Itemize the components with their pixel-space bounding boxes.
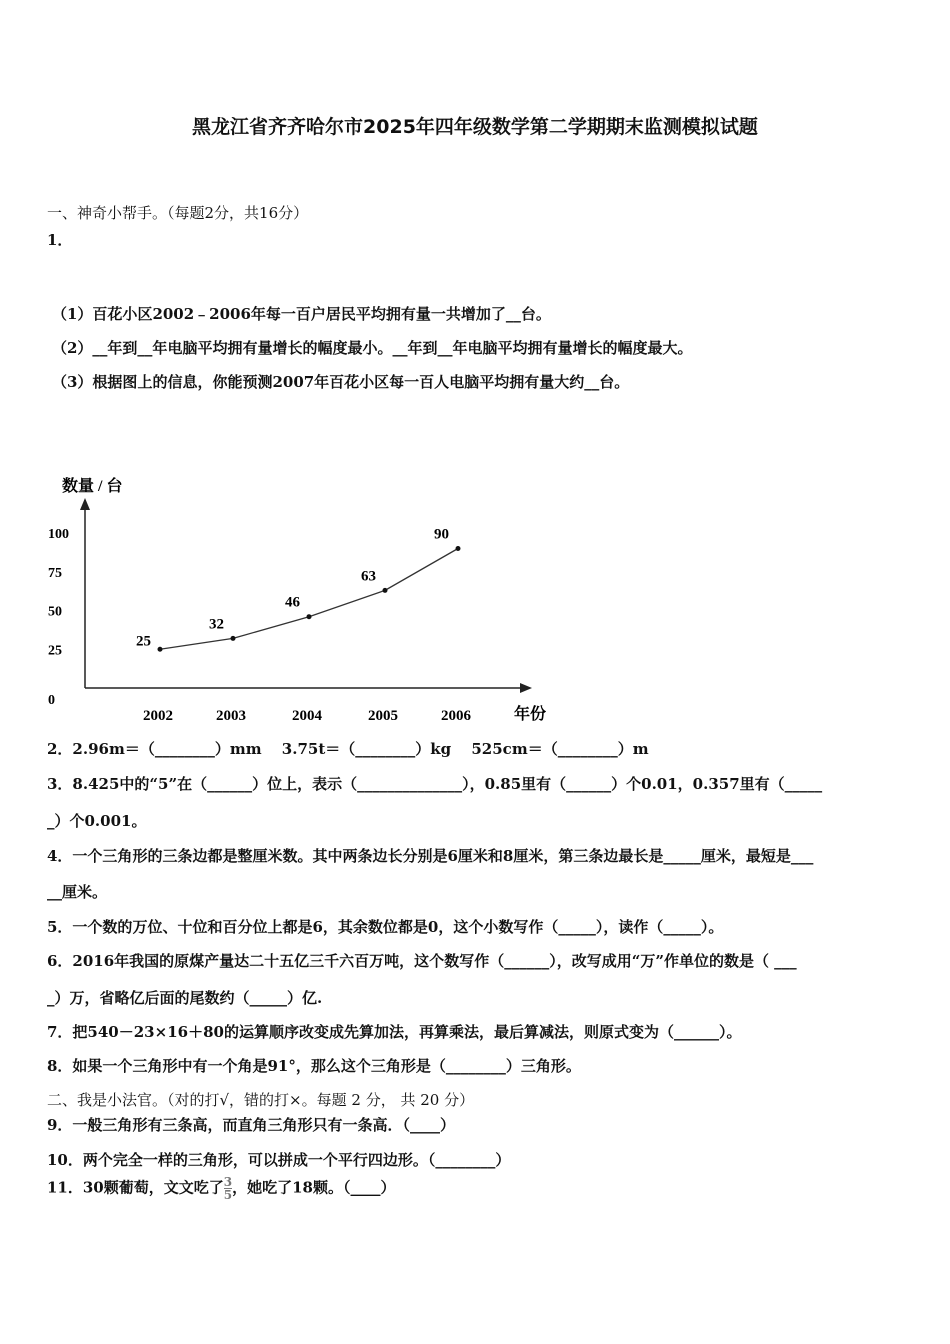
page-title: 黑龙江省齐齐哈尔市2025年四年级数学第二学期期末监测模拟试题 [192,116,758,138]
y-tick-label: 25 [48,643,62,659]
question-3: 3．8.425中的“5”在（______）位上，表示（______________），0.85里有（______）个0.01，0.357里有（_____ [47,775,823,793]
question-5: 5．一个数的万位、十位和百分位上都是6，其余数位都是0，这个小数写作（_____），读作（_____）。 [47,918,724,936]
question-11-text-end: ，她吃了18颗。（____） [232,1178,396,1197]
y-tick-label: 100 [48,527,69,542]
x-tick-label: 2006 [441,708,471,724]
data-label: 46 [285,594,300,611]
x-tick-label: 2005 [368,708,398,724]
question-7: 7．把540－23×16＋80的运算顺序改变成先算加法，再算乘法，最后算减法，则原式变为（______）。 [47,1023,742,1041]
y-axis-label: 数量 / 台 [62,478,123,495]
question-11-text: 11．30颗葡萄，文文吃了 [47,1178,224,1197]
question-6: 6．2016年我国的原煤产量达二十五亿三千六百万吨，这个数写作（______），改写成用“万”作单位的数是（ ___ [47,952,797,970]
fraction-numerator: 3 [223,1175,233,1189]
y-tick-label: 0 [48,693,55,708]
data-point [383,588,388,593]
fraction [224,1176,232,1201]
data-point [158,647,163,652]
series-line [160,549,458,650]
x-tick-label: 2004 [292,708,322,724]
data-label: 63 [361,568,376,585]
question-1-part-3: （3）根据图上的信息，你能预测2007年百花小区每一百人电脑平均拥有量大约__台。 [52,373,630,391]
question-1: 1． [47,231,73,249]
question-11 [47,1176,395,1201]
data-label: 25 [136,633,151,650]
y-tick-label: 50 [48,604,62,620]
x-tick-label: 2002 [143,708,173,724]
question-2: 2．2.96m＝（________）mm 3.75t＝（________）kg 525cm＝（________）m [47,740,649,758]
data-point [456,546,461,551]
data-label: 90 [434,526,449,543]
question-10: 10．两个完全一样的三角形，可以拼成一个平行四边形。（________） [47,1151,511,1169]
data-point [231,636,236,641]
y-tick-label: 75 [48,565,62,581]
x-axis-arrow [520,683,532,693]
fraction-denominator: 5 [223,1188,233,1202]
question-9: 9．一般三角形有三条高，而直角三角形只有一条高．（____） [47,1116,455,1134]
question-4-cont: __厘米。 [47,883,108,901]
question-3-cont: _）个0.001。 [47,812,147,830]
section-heading-2: 二、我是小法官。（对的打√，错的打×。每题 2 分， 共 20 分） [47,1091,475,1109]
x-axis-label: 年份 [514,706,547,723]
section-heading: 一、神奇小帮手。（每题2分，共16分） [47,204,309,222]
question-8: 8．如果一个三角形中有一个角是91°，那么这个三角形是（________）三角形。 [47,1057,581,1075]
data-point [307,614,312,619]
data-label: 32 [209,616,224,633]
question-1-part-2: （2）__年到__年电脑平均拥有量增长的幅度最小。__年到__年电脑平均拥有量增长的幅度最大。 [52,339,693,357]
question-1-part-1: （1）百花小区2002﹣2006年每一百户居民平均拥有量一共增加了__台。 [52,305,551,323]
question-6-cont: _）万，省略亿后面的尾数约（_____）亿. [47,989,323,1007]
y-axis-arrow [80,498,90,510]
question-4: 4．一个三角形的三条边都是整厘米数。其中两条边长分别是6厘米和8厘米，第三条边最长是_____厘米，最短是___ [47,847,814,865]
x-tick-label: 2003 [216,708,246,724]
